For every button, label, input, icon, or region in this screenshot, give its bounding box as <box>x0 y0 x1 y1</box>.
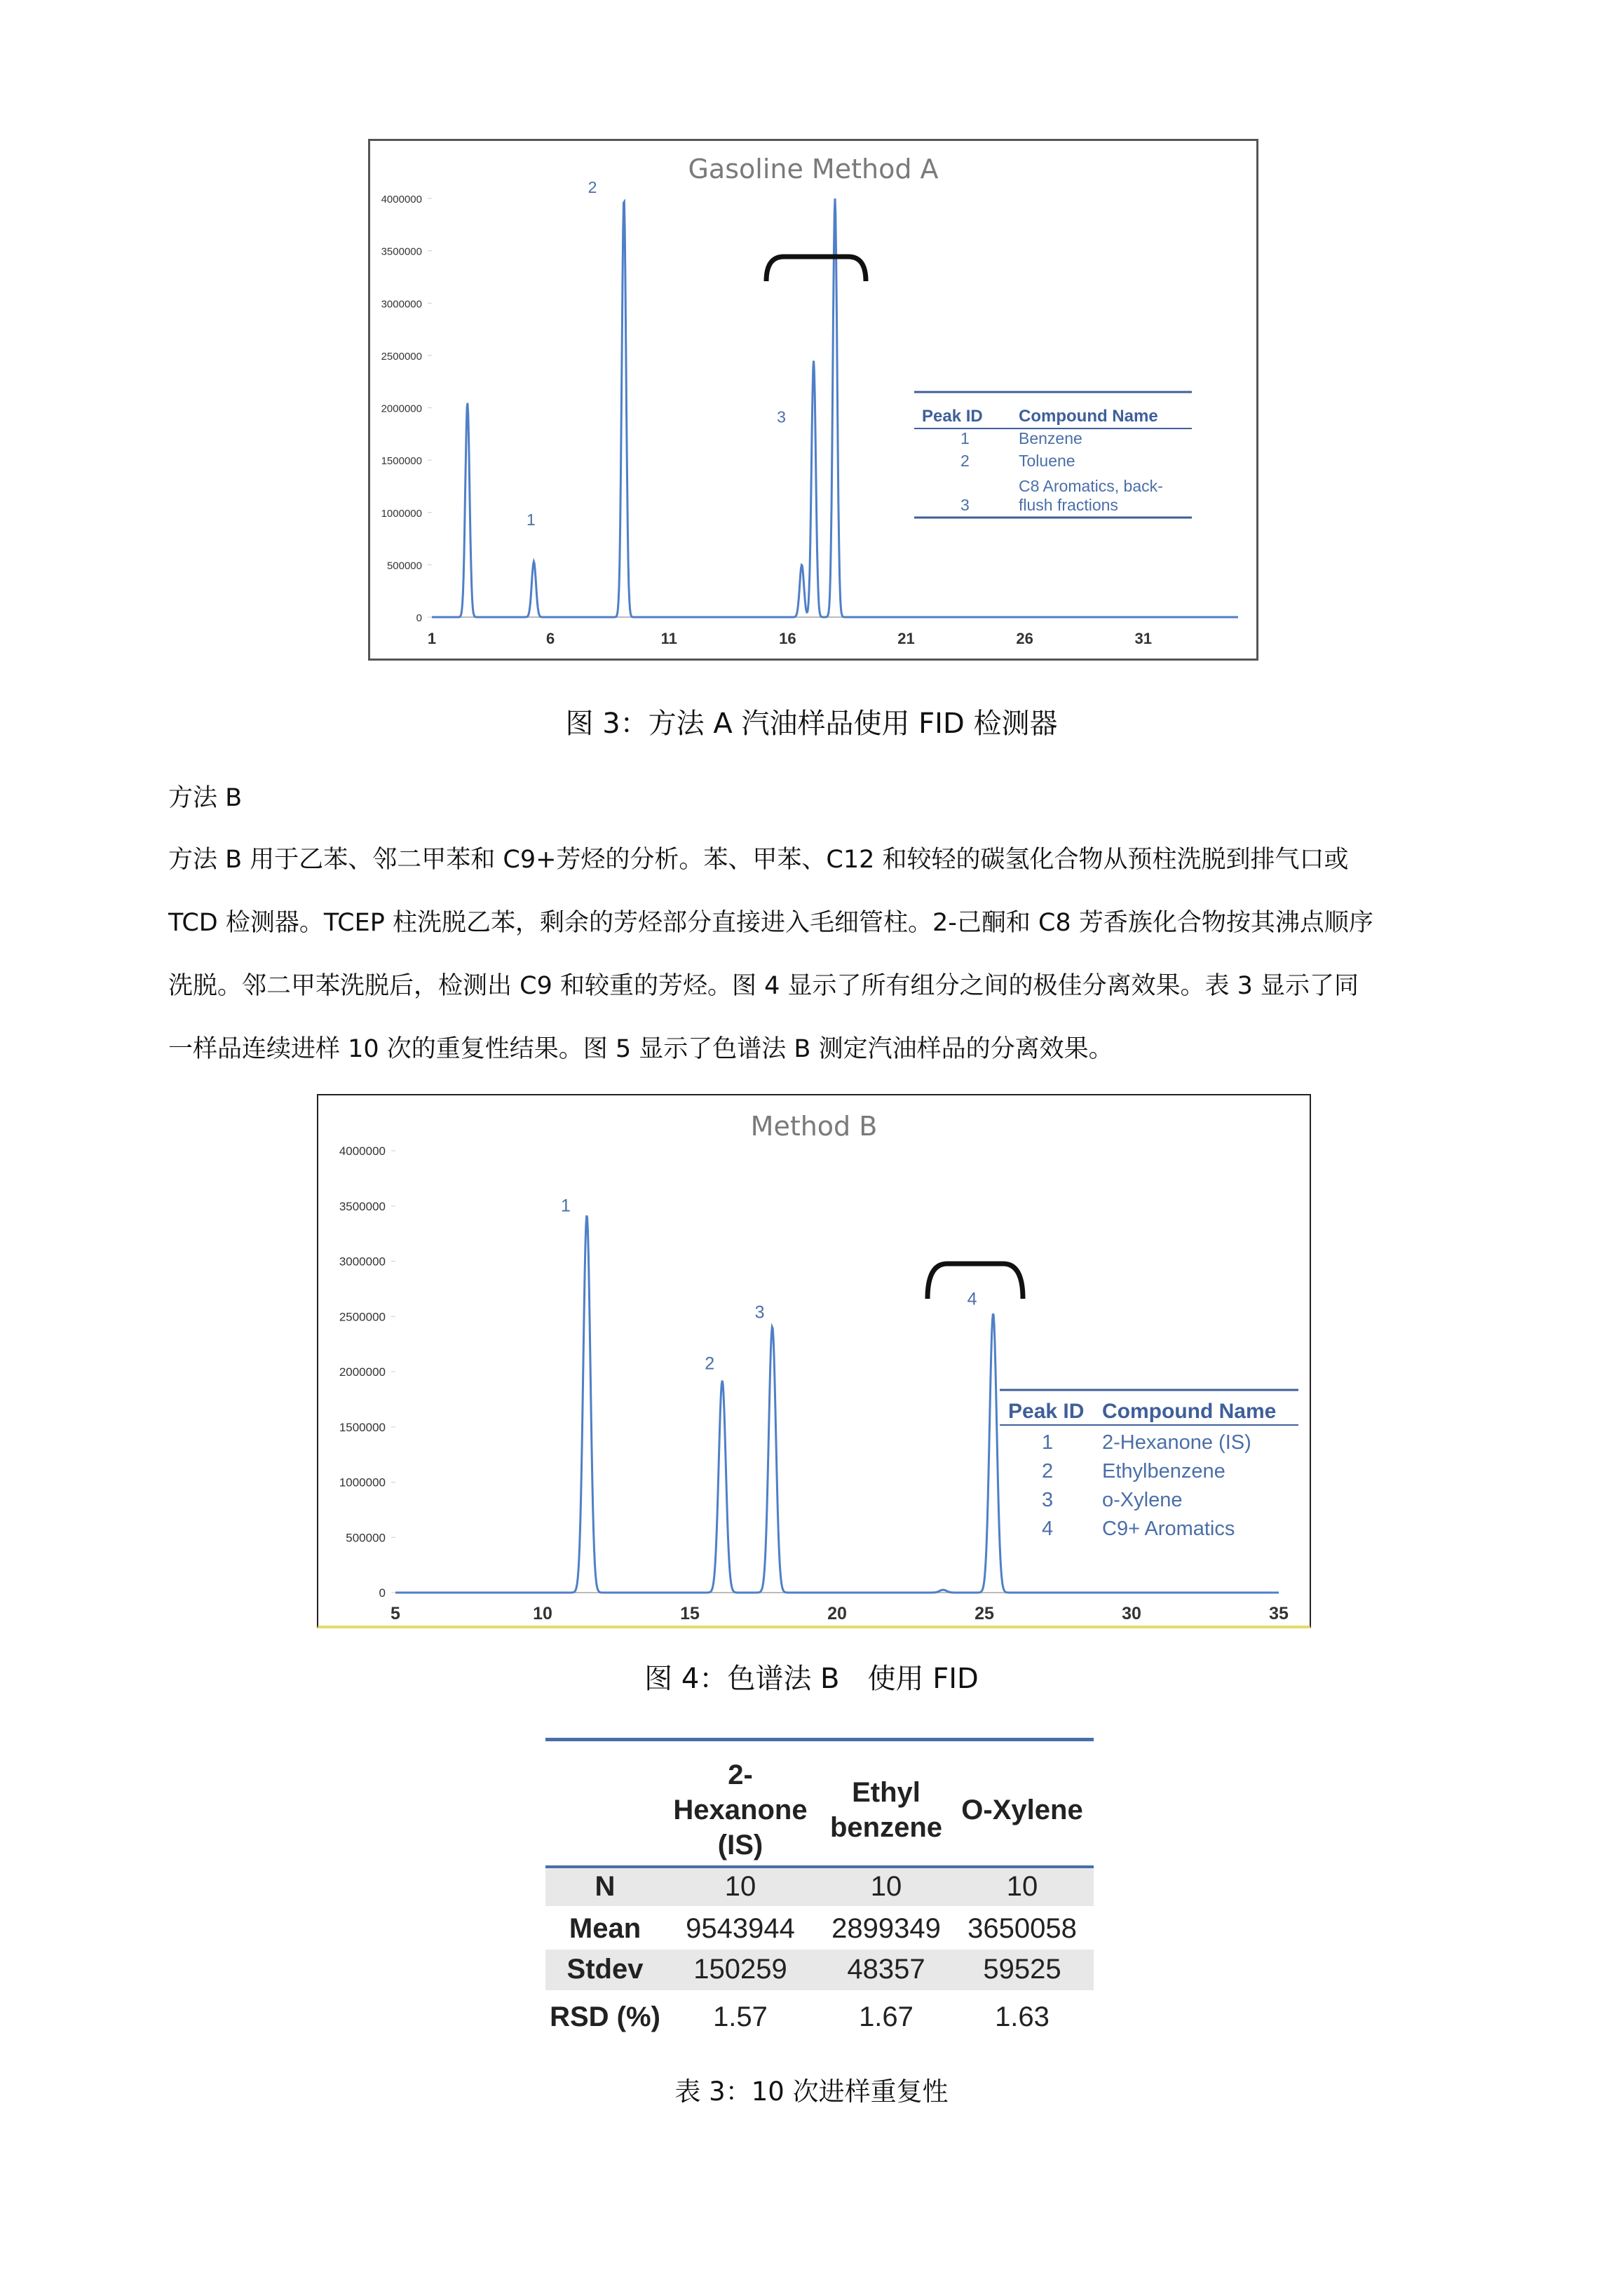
cell-stdev-ethylbenzene: 48357 <box>847 1954 925 1985</box>
y-tick-label: 500000 <box>386 560 422 572</box>
peak-label: 3 <box>754 1302 765 1323</box>
legend-row-3-name-line1: C8 Aromatics, back- <box>1019 477 1163 495</box>
peak-label: 1 <box>561 1196 571 1216</box>
figure-4-caption: 图 4：色谱法 B 使用 FID <box>644 1663 979 1695</box>
figure-4-plot <box>318 1095 1310 1626</box>
legend-row-2-name: Ethylbenzene <box>1102 1460 1225 1483</box>
legend-row-1-name: 2-Hexanone (IS) <box>1102 1431 1251 1454</box>
cell-rsd-ethylbenzene: 1.67 <box>859 2001 914 2032</box>
cell-mean-hexanone: 9543944 <box>686 1913 795 1944</box>
figure-3-chart <box>368 139 1258 661</box>
y-tick-label: 500000 <box>346 1531 386 1545</box>
col-header-hexanone <box>663 1757 817 1863</box>
figure-3-title: Gasoline Method A <box>688 154 939 184</box>
y-tick-label: 3500000 <box>381 245 422 258</box>
cell-n-oxylene: 10 <box>1006 1871 1038 1902</box>
legend-row-3-id: 3 <box>960 496 970 514</box>
section-title: 方法 B <box>168 784 243 812</box>
legend-header-peak-id: Peak ID <box>922 407 983 426</box>
y-tick-label: 0 <box>379 1586 386 1600</box>
x-tick-label: 31 <box>1134 630 1152 647</box>
legend-row-2-id: 2 <box>960 452 970 470</box>
table-3-caption: 表 3：10 次进样重复性 <box>674 2076 949 2107</box>
cell-n-hexanone: 10 <box>724 1871 756 1902</box>
x-tick-label: 15 <box>680 1604 700 1623</box>
peak-label: 1 <box>527 510 536 529</box>
x-tick-label: 16 <box>779 630 796 647</box>
legend-row-1-name: Benzene <box>1019 429 1082 447</box>
paragraph-line-1: 方法 B 用于乙苯、邻二甲苯和 C9+芳烃的分析。苯、甲苯、C12 和较轻的碳氢化合物从预柱洗脱到排气口或 <box>168 846 1349 874</box>
col-header-hexanone-line3: (IS) <box>717 1830 763 1861</box>
x-tick-label: 26 <box>1016 630 1033 647</box>
peak-label: 2 <box>705 1353 715 1374</box>
y-tick-label: 3000000 <box>339 1255 386 1269</box>
x-tick-label: 35 <box>1269 1604 1289 1623</box>
figure-3-bracket <box>766 257 866 281</box>
cell-mean-ethylbenzene: 2899349 <box>831 1913 941 1944</box>
x-tick-label: 6 <box>545 630 555 647</box>
col-header-oxylene: O-Xylene <box>961 1795 1083 1825</box>
legend-row-1-id: 1 <box>1042 1431 1054 1454</box>
y-tick-label: 1500000 <box>339 1420 386 1434</box>
y-tick-label: 1500000 <box>381 455 422 468</box>
cell-n-ethylbenzene: 10 <box>870 1871 902 1902</box>
table-top-rule <box>545 1738 1094 1741</box>
peak-label: 4 <box>967 1289 977 1309</box>
legend-row-2-id: 2 <box>1042 1460 1054 1483</box>
paragraph-line-2: TCD 检测器。TCEP 柱洗脱乙苯，剩余的芳烃部分直接进入毛细管柱。2-己酮和 C8 芳香族化合物按其沸点顺序 <box>168 909 1373 937</box>
x-tick-label: 10 <box>533 1604 552 1623</box>
legend-row-1-id: 1 <box>960 429 970 447</box>
paragraph-line-4: 一样品连续进样 10 次的重复性结果。图 5 显示了色谱法 B 测定汽油样品的分离效果。 <box>168 1035 1113 1063</box>
y-tick-label: 2000000 <box>339 1365 386 1379</box>
figure-4-title: Method B <box>750 1111 878 1142</box>
x-tick-label: 1 <box>427 630 437 647</box>
legend-header-peak-id: Peak ID <box>1008 1400 1085 1423</box>
cell-mean-oxylene: 3650058 <box>967 1913 1077 1944</box>
row-n-rule <box>545 1865 1094 1868</box>
peak-label: 3 <box>777 407 786 426</box>
col-header-hexanone-line2: Hexanone <box>673 1795 808 1825</box>
table-3 <box>545 1738 1094 2060</box>
y-tick-label: 4000000 <box>339 1144 386 1158</box>
y-tick-label: 2000000 <box>381 403 422 415</box>
col-header-hexanone-line1: 2- <box>728 1760 753 1790</box>
col-header-ethylbenzene-line1: Ethyl <box>852 1777 921 1808</box>
x-tick-label: 21 <box>897 630 915 647</box>
y-tick-label: 3500000 <box>339 1199 386 1213</box>
legend-header-compound-name: Compound Name <box>1019 407 1158 426</box>
row-label-rsd: RSD (%) <box>550 2001 660 2032</box>
x-tick-label: 20 <box>827 1604 847 1623</box>
row-label-stdev: Stdev <box>566 1954 644 1985</box>
x-tick-label: 11 <box>660 630 677 647</box>
cell-stdev-oxylene: 59525 <box>983 1954 1061 1985</box>
cell-stdev-hexanone: 150259 <box>693 1954 787 1985</box>
legend-row-3-name-line2: flush fractions <box>1019 496 1118 514</box>
cell-rsd-oxylene: 1.63 <box>995 2001 1050 2032</box>
legend-row-4-name: C9+ Aromatics <box>1102 1518 1235 1540</box>
y-tick-label: 4000000 <box>381 194 422 205</box>
row-label-n: N <box>595 1871 616 1902</box>
y-tick-label: 1000000 <box>381 507 422 520</box>
x-tick-label: 25 <box>975 1604 994 1623</box>
figure-3-plot <box>370 141 1256 659</box>
legend-header-compound-name: Compound Name <box>1102 1400 1277 1423</box>
legend-row-2-name: Toluene <box>1019 452 1075 470</box>
y-tick-label: 1000000 <box>339 1475 386 1490</box>
legend-row-3-id: 3 <box>1042 1489 1054 1511</box>
y-tick-label: 0 <box>416 612 422 624</box>
paragraph-line-3: 洗脱。邻二甲苯洗脱后，检测出 C9 和较重的芳烃。图 4 显示了所有组分之间的极佳分离效果。表 3 显示了同 <box>168 972 1359 1000</box>
figure-3-caption: 图 3：方法 A 汽油样品使用 FID 检测器 <box>565 708 1058 740</box>
figure-4-legend <box>1000 1390 1298 1540</box>
figure-3-legend <box>914 392 1192 518</box>
legend-row-3-name: o-Xylene <box>1102 1489 1183 1511</box>
col-header-ethylbenzene <box>823 1775 949 1845</box>
col-header-ethylbenzene-line2: benzene <box>829 1812 943 1843</box>
legend-row-4-id: 4 <box>1042 1518 1054 1540</box>
row-label-mean: Mean <box>569 1913 641 1944</box>
figure-4-chart <box>317 1094 1311 1628</box>
x-tick-label: 5 <box>391 1604 400 1623</box>
y-tick-label: 2500000 <box>381 350 422 363</box>
peak-label: 2 <box>588 178 597 196</box>
x-tick-label: 30 <box>1122 1604 1141 1623</box>
y-tick-label: 2500000 <box>339 1310 386 1324</box>
y-tick-label: 3000000 <box>381 298 422 311</box>
cell-rsd-hexanone: 1.57 <box>713 2001 768 2032</box>
